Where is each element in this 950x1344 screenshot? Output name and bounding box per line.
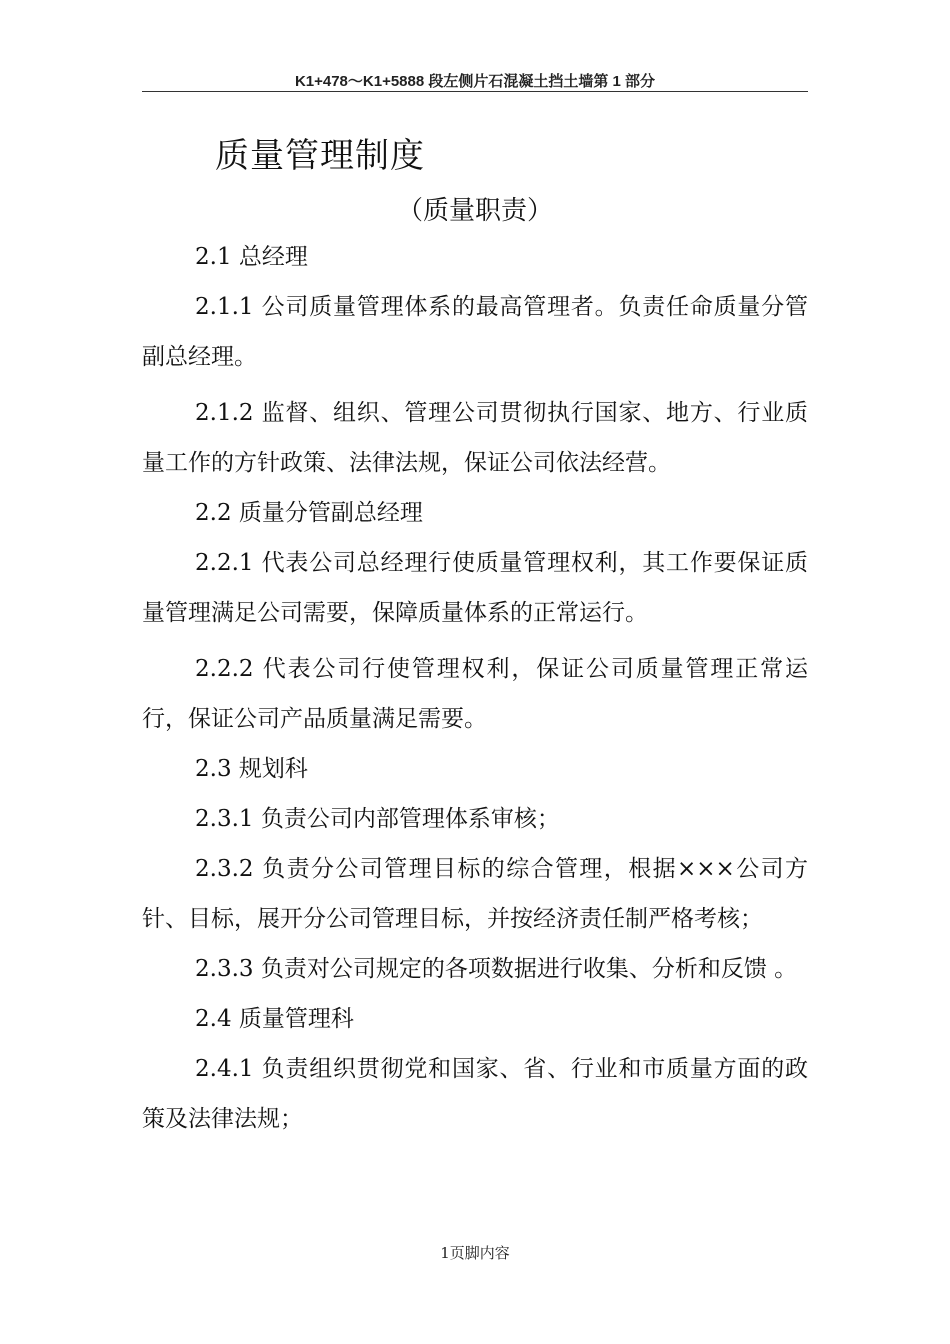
section-heading: 2.3 规划科 <box>195 756 308 782</box>
section-heading: 2.2 质量分管副总经理 <box>195 500 423 526</box>
document-title: 质量管理制度 <box>215 136 425 176</box>
paragraph: 2.3.2 负责分公司管理目标的综合管理，根据×××公司方针、目标，展开分公司管理目标，并按经济责任制严格考核； <box>142 856 808 932</box>
paragraph: 2.3.3 负责对公司规定的各项数据进行收集、分析和反馈 。 <box>195 956 798 982</box>
section-heading: 2.4 质量管理科 <box>195 1006 354 1032</box>
paragraph: 2.2.2 代表公司行使管理权利，保证公司质量管理正常运行，保证公司产品质量满足需要。 <box>142 656 808 732</box>
section-heading: 2.1 总经理 <box>195 244 308 270</box>
page-header: K1+478～K1+5888 段左侧片石混凝土挡土墙第 1 部分 <box>294 73 656 90</box>
paragraph: 2.2.1 代表公司总经理行使质量管理权利，其工作要保证质量管理满足公司需要，保障质量体系的正常运行。 <box>142 550 808 626</box>
paragraph: 2.1.2 监督、组织、管理公司贯彻执行国家、地方、行业质量工作的方针政策、法律法规，保证公司依法经营。 <box>142 400 808 476</box>
paragraph: 2.3.1 负责公司内部管理体系审核； <box>195 806 560 832</box>
paragraph: 2.4.1 负责组织贯彻党和国家、省、行业和市质量方面的政策及法律法规； <box>142 1056 808 1132</box>
page-footer: 1页脚内容 <box>440 1244 510 1262</box>
document-subtitle: （质量职责） <box>396 196 553 226</box>
document-body <box>142 232 808 1144</box>
paragraph: 2.1.1 公司质量管理体系的最高管理者。负责任命质量分管副总经理。 <box>142 294 808 370</box>
header-divider <box>142 91 808 92</box>
